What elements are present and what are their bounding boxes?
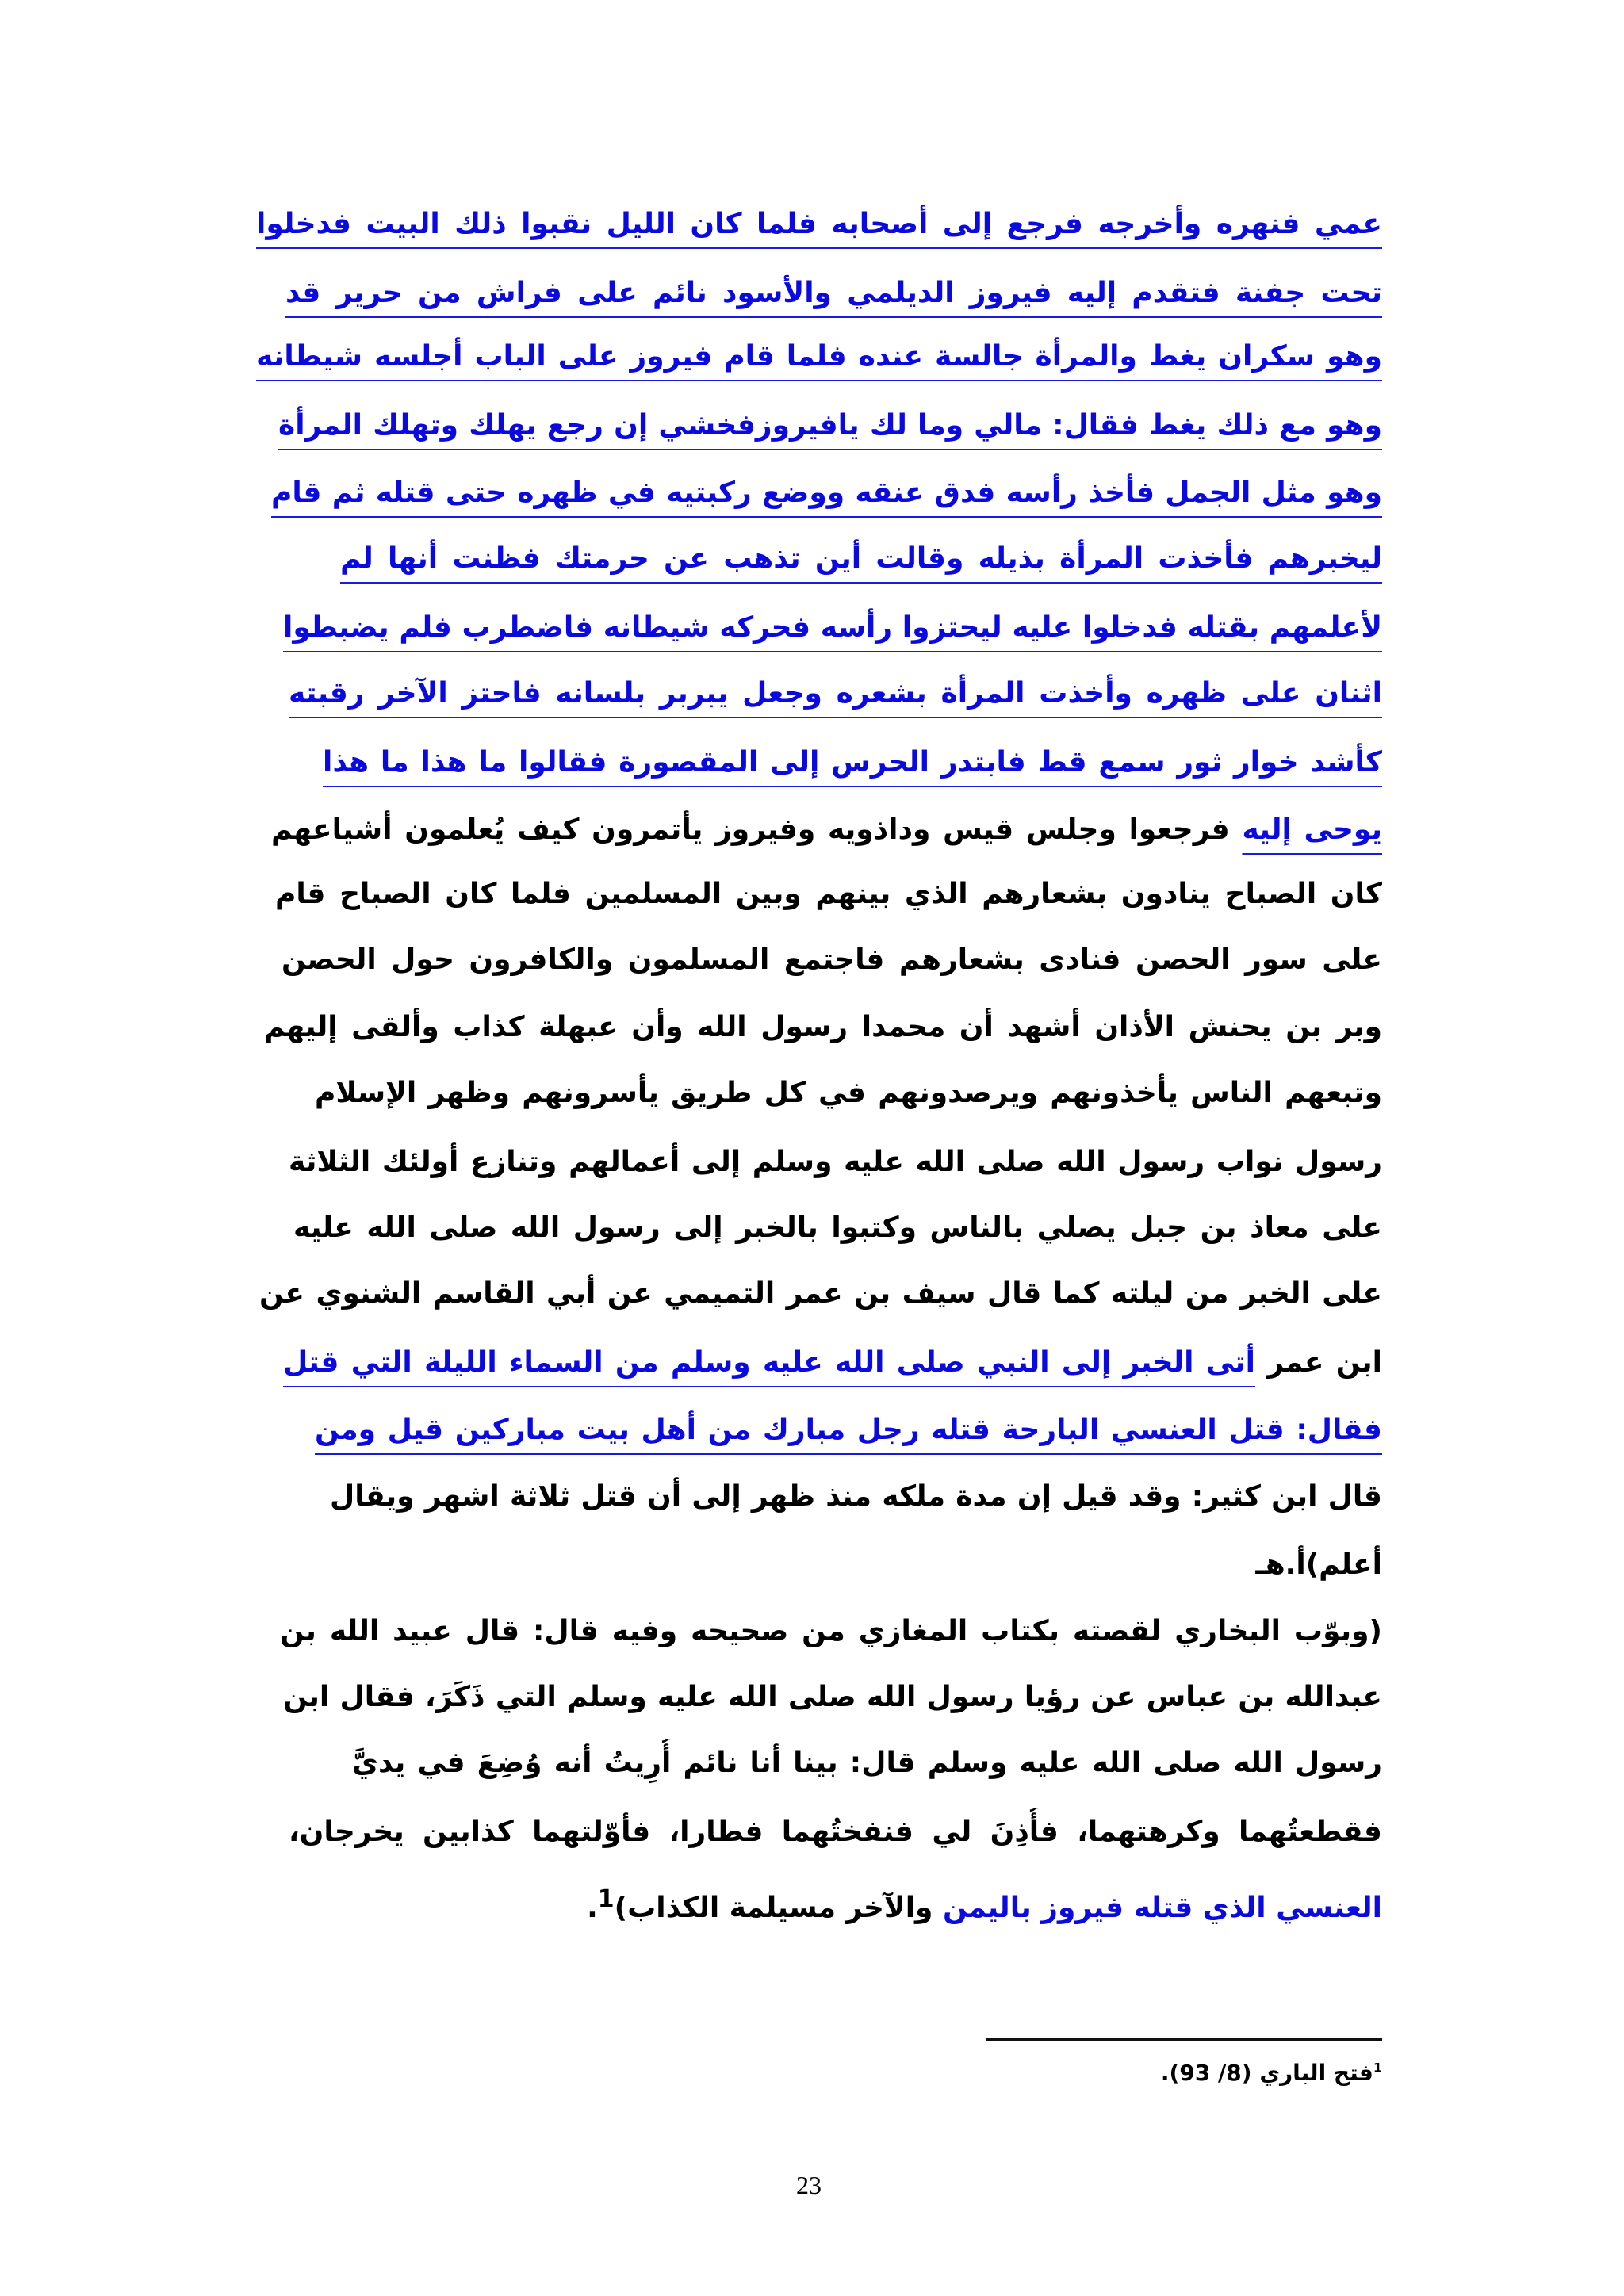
text-segment: قال ابن كثير: وقد قيل إن مدة ملكه منذ ظهر إلى أن قتل ثلاثة اشهر ويقال	[330, 1480, 1382, 1513]
highlighted-text: اثنان على ظهره وأخذت المرأة بشعره وجعل يبربر بلسانه فاحتز الآخر رقبته	[289, 677, 1382, 710]
text-line	[264, 1003, 1382, 1052]
text-line	[352, 1739, 1382, 1788]
text-segment: رسول الله صلى الله عليه وسلم قال: بينا أنا نائم أُرِيتُ أنه وُضِعَ في يديَّ	[352, 1747, 1382, 1779]
text-line	[280, 1607, 1382, 1656]
text-line	[282, 936, 1382, 985]
text-line	[256, 332, 1382, 381]
text-line	[271, 469, 1382, 518]
highlighted-text: أتى الخبر إلى النبي صلى الله عليه وسلم من السماء الليلة التي قتل	[283, 1346, 1255, 1379]
text-segment: كان الصباح ينادون بشعارهم الذي بينهم وبين المسلمين فلما كان الصباح قام	[275, 878, 1382, 910]
text-segment: أعلم)أ.هـ	[1255, 1548, 1382, 1581]
text-segment: فرجعوا وجلس قيس وداذويه وفيروز يأتمرون كيف يُعلمون أشياعهم	[271, 813, 1230, 846]
text-segment: وبر بن يحنش الأذان أشهد أن محمدا رسول الله وأن عبهلة كذاب وألقى إليهم	[264, 1011, 1382, 1043]
highlighted-text: وهو سكران يغط والمرأة جالسة عنده فلما قام فيروز على الباب أجلسه شيطانه	[256, 340, 1382, 373]
text-line	[275, 870, 1382, 919]
page-number: 23	[796, 2171, 822, 2199]
highlighted-text: فقال: قتل العنسي البارحة قتله رجل مبارك من أهل بيت مباركين قيل ومن	[315, 1414, 1382, 1446]
text-segment: رسول نواب رسول الله صلى الله عليه وسلم إلى أعمالهم وتنازع أولئك الثلاثة	[289, 1146, 1382, 1178]
footnote	[1161, 2060, 1382, 2086]
highlighted-text: كأشد خوار ثور سمع قط فابتدر الحرس إلى المقصورة فقالوا ما هذا ما هذا	[323, 746, 1382, 779]
text-line	[293, 1203, 1382, 1253]
text-segment: على سور الحصن فنادى بشعارهم فاجتمع المسلمون والكافرون حول الحصن	[282, 943, 1382, 976]
text-segment: والآخر مسيلمة الكذاب)	[614, 1892, 943, 1924]
text-line	[271, 806, 1382, 855]
text-segment: وتبعهم الناس يأخذونهم ويرصدونهم في كل طريق يأسرونهم وظهر الإسلام	[315, 1077, 1382, 1109]
text-line	[315, 1406, 1382, 1455]
text-line	[283, 603, 1382, 652]
highlighted-text: العنسي الذي قتله فيروز باليمن	[942, 1892, 1382, 1924]
text-segment: .	[587, 1892, 598, 1924]
highlighted-text: ليخبرهم فأخذت المرأة بذيله وقالت أين تذهب عن حرمتك فظنت أنها لم	[340, 542, 1382, 575]
text-segment: ابن عمر	[1255, 1346, 1382, 1379]
footnote-separator	[986, 2038, 1382, 2041]
text-line	[285, 269, 1382, 318]
highlighted-text: وهو مثل الجمل فأخذ رأسه فدق عنقه ووضع ركبتيه في ظهره حتى قتله ثم قام	[271, 476, 1382, 509]
text-line	[1255, 1540, 1382, 1590]
footnote-text: فتح الباري (8/ 93).	[1160, 2060, 1373, 2086]
text-line	[330, 1472, 1382, 1521]
text-segment: عبدالله بن عباس عن رؤيا رسول الله صلى الله عليه وسلم التي ذَكَرَ، فقال ابن	[283, 1681, 1382, 1713]
text-line	[278, 401, 1382, 450]
text-line	[587, 1875, 1382, 1924]
highlighted-text: عمي فنهره وأخرجه فرجع إلى أصحابه فلما كان الليل نقبوا ذلك البيت فدخلوا	[256, 208, 1382, 240]
highlighted-text: لأعلمهم بقتله فدخلوا عليه ليحتزوا رأسه فحركه شيطانه فاضطرب فلم يضبطوا	[283, 611, 1382, 644]
text-line	[283, 1338, 1382, 1387]
text-segment: فقطعتُهما وكرهتهما، فأُذِنَ لي فنفختُهما فطارا، فأوّلتهما كذابين يخرجان،	[289, 1816, 1382, 1848]
highlighted-text: يوحى إليه	[1242, 813, 1382, 846]
highlighted-text: تحت جفنة فتقدم إليه فيروز الديلمي والأسود نائم على فراش من حرير قد	[285, 277, 1382, 309]
text-segment: (وبوّب البخاري لقصته بكتاب المغازي من صحيحه وفيه قال: قال عبيد الله بن	[280, 1615, 1382, 1647]
footnote-reference: 1	[597, 1885, 615, 1913]
text-line	[259, 1269, 1382, 1318]
text-line	[323, 738, 1382, 787]
highlighted-text: وهو مع ذلك يغط فقال: مالي وما لك يافيروزفخشي إن رجع يهلك وتهلك المرأة	[278, 409, 1382, 442]
text-segment: على الخبر من ليلته كما قال سيف بن عمر التميمي عن أبي القاسم الشنوي عن	[259, 1277, 1382, 1310]
text-line	[283, 1673, 1382, 1722]
footnote-marker: 1	[1373, 2060, 1382, 2076]
text-line	[256, 200, 1382, 249]
text-segment: على معاذ بن جبل يصلي بالناس وكتبوا بالخبر إلى رسول الله صلى الله عليه	[293, 1211, 1382, 1244]
text-line	[315, 1069, 1382, 1118]
text-line	[289, 1138, 1382, 1187]
text-line	[289, 1808, 1382, 1857]
text-line	[340, 534, 1382, 584]
text-line	[289, 669, 1382, 718]
